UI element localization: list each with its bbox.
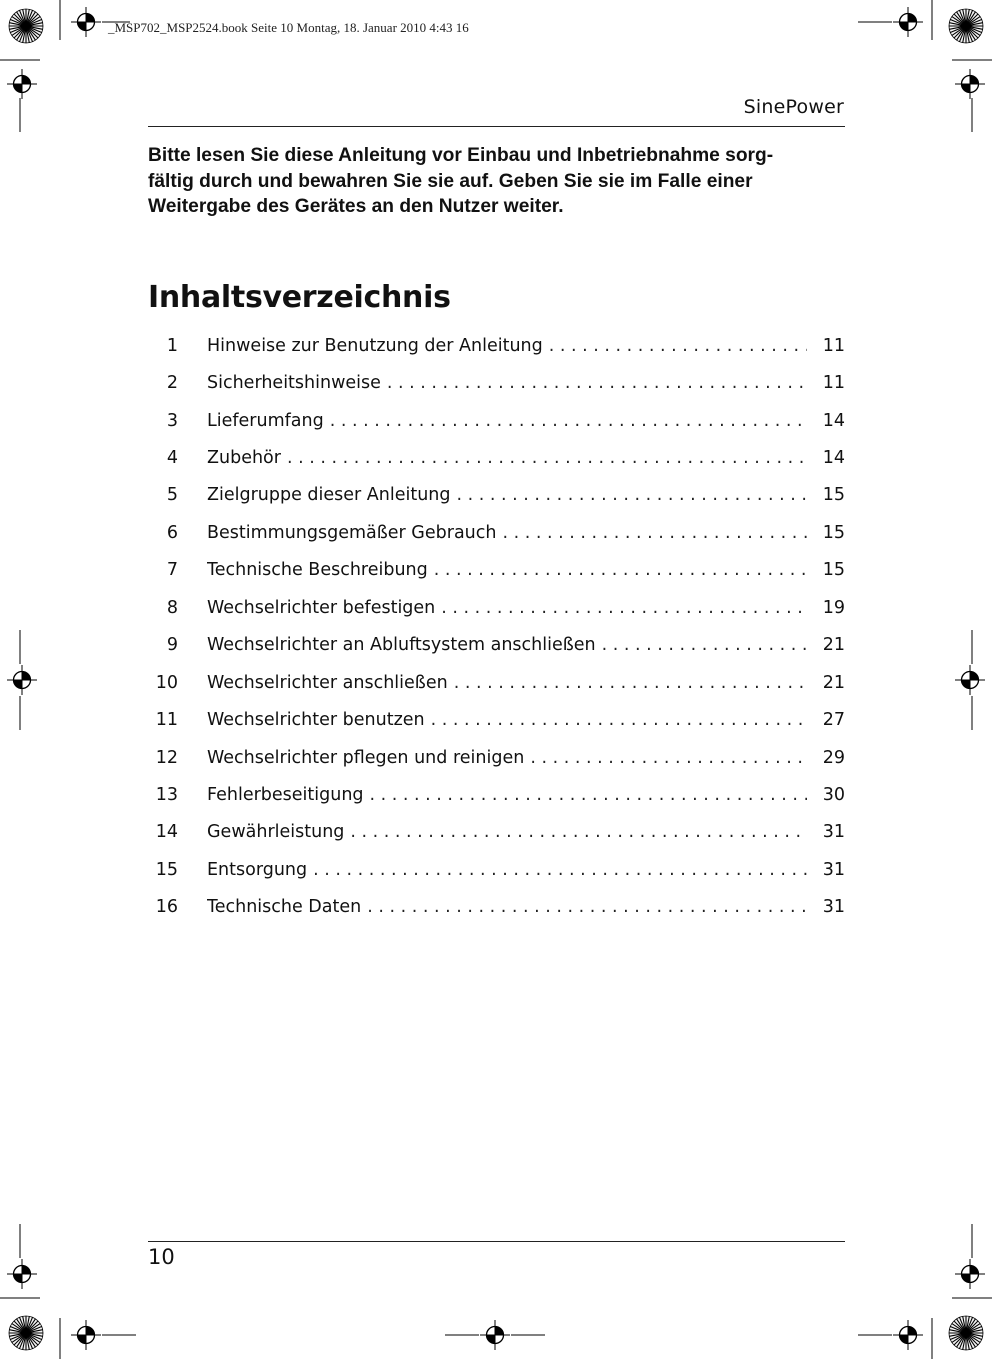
toc-leader-dots: [502, 523, 807, 543]
toc-entry-page: 31: [822, 822, 845, 843]
star-target-icon: [9, 1316, 43, 1350]
toc-entry-page: 31: [822, 897, 845, 918]
toc-entry-page: 29: [822, 747, 845, 768]
toc-entry-number: 10: [155, 672, 178, 693]
toc-entry[interactable]: [148, 701, 845, 738]
toc-entry-number: 8: [166, 597, 178, 618]
toc-entry-label: Technische Daten: [207, 897, 362, 918]
toc-entry-label: Bestimmungsgemäßer Gebrauch: [207, 522, 497, 543]
toc-entry[interactable]: [148, 364, 845, 401]
intro-line: Bitte lesen Sie diese Anleitung vor Einbau und Inbetriebnahme sorg-: [148, 145, 774, 166]
toc-leader-dots: [287, 448, 807, 468]
registration-mark-icon: [893, 1320, 923, 1350]
toc-leader-dots: [457, 485, 807, 505]
toc-entry-page: 15: [822, 522, 845, 543]
registration-mark-icon: [71, 7, 101, 37]
toc-entry-label: Wechselrichter pflegen und reinigen: [207, 747, 525, 768]
toc-entry-number: 5: [166, 485, 178, 506]
toc-entry-number: 12: [155, 747, 178, 768]
intro-line: fältig durch und bewahren Sie sie auf. Geben Sie sie im Falle einer: [148, 170, 753, 192]
toc-entry[interactable]: [148, 664, 845, 701]
toc-entry-number: 13: [155, 784, 178, 805]
toc-leader-dots: [330, 411, 807, 431]
toc-entry-page: 11: [822, 373, 845, 394]
toc-entry-label: Wechselrichter an Abluftsystem anschließen: [207, 635, 596, 656]
toc-entry-page: 14: [822, 410, 845, 431]
registration-mark-icon: [955, 1259, 985, 1289]
toc-entry[interactable]: [148, 814, 845, 851]
toc-entry-number: 14: [155, 822, 178, 843]
toc-entry-number: 16: [155, 897, 178, 918]
toc-entry[interactable]: [148, 439, 845, 476]
toc-entry[interactable]: [148, 552, 845, 589]
registration-mark-icon: [71, 1320, 101, 1350]
toc-entry[interactable]: [148, 776, 845, 813]
toc-entry-number: 4: [166, 448, 178, 469]
toc-leader-dots: [434, 560, 807, 580]
registration-mark-icon: [955, 665, 985, 695]
footer-rule: [148, 1241, 845, 1242]
toc-entry-label: Gewährleistung: [207, 822, 345, 843]
intro-line: Weitergabe des Gerätes an den Nutzer weiter.: [148, 196, 564, 217]
page-number: 10: [148, 1245, 175, 1269]
intro-paragraph: [148, 143, 848, 220]
toc-entry-label: Sicherheitshinweise: [207, 373, 381, 394]
registration-mark-icon: [7, 1259, 37, 1289]
toc-entry-label: Wechselrichter befestigen: [207, 597, 436, 618]
toc-entry[interactable]: [148, 402, 845, 439]
toc-entry-number: 11: [155, 710, 178, 731]
table-of-contents: [148, 327, 845, 926]
running-head: SinePower: [743, 96, 844, 118]
toc-entry-label: Lieferumfang: [207, 410, 324, 431]
registration-mark-icon: [955, 69, 985, 99]
toc-leader-dots: [367, 897, 807, 917]
toc-entry-page: 11: [822, 335, 845, 356]
toc-entry-number: 2: [166, 373, 178, 394]
toc-title: Inhaltsverzeichnis: [148, 280, 451, 315]
toc-leader-dots: [530, 748, 807, 768]
toc-entry-page: 15: [822, 560, 845, 581]
star-target-icon: [949, 9, 983, 43]
toc-entry-number: 1: [166, 335, 178, 356]
toc-leader-dots: [549, 336, 807, 356]
toc-entry-page: 31: [822, 859, 845, 880]
toc-leader-dots: [454, 673, 807, 693]
toc-entry-page: 27: [822, 710, 845, 731]
toc-leader-dots: [370, 785, 807, 805]
toc-entry-page: 19: [822, 597, 845, 618]
toc-entry-number: 9: [166, 635, 178, 656]
header-rule: [148, 126, 845, 127]
toc-entry[interactable]: [148, 627, 845, 664]
toc-entry-label: Wechselrichter anschließen: [207, 672, 448, 693]
toc-entry-label: Zielgruppe dieser Anleitung: [207, 485, 451, 506]
toc-entry[interactable]: [148, 739, 845, 776]
toc-entry-page: 30: [822, 784, 845, 805]
toc-leader-dots: [313, 860, 807, 880]
toc-entry-label: Entsorgung: [207, 859, 308, 880]
star-target-icon: [949, 1316, 983, 1350]
toc-leader-dots: [431, 710, 807, 730]
registration-mark-icon: [480, 1320, 510, 1350]
toc-entry-number: 7: [166, 560, 178, 581]
print-slug: _MSP702_MSP2524.book Seite 10 Montag, 18. Januar 2010 4:43 16: [108, 20, 469, 35]
toc-entry-number: 3: [166, 410, 178, 431]
toc-entry-number: 15: [155, 859, 178, 880]
toc-leader-dots: [387, 373, 807, 393]
toc-entry-number: 6: [166, 522, 178, 543]
toc-leader-dots: [350, 822, 807, 842]
toc-entry-page: 21: [822, 635, 845, 656]
toc-entry-label: Wechselrichter benutzen: [207, 710, 425, 731]
toc-entry[interactable]: [148, 327, 845, 364]
toc-entry[interactable]: [148, 514, 845, 551]
toc-entry-page: 15: [822, 485, 845, 506]
toc-entry-page: 14: [822, 448, 845, 469]
registration-mark-icon: [893, 7, 923, 37]
toc-entry-label: Technische Beschreibung: [207, 560, 428, 581]
toc-entry-label: Zubehör: [207, 448, 281, 469]
toc-entry-label: Hinweise zur Benutzung der Anleitung: [207, 335, 543, 356]
toc-entry-label: Fehlerbeseitigung: [207, 784, 364, 805]
toc-entry[interactable]: [148, 851, 845, 888]
toc-entry-page: 21: [822, 672, 845, 693]
toc-entry[interactable]: [148, 589, 845, 626]
toc-leader-dots: [602, 635, 807, 655]
toc-entry[interactable]: [148, 477, 845, 514]
registration-mark-icon: [7, 69, 37, 99]
toc-entry[interactable]: [148, 889, 845, 926]
toc-leader-dots: [441, 598, 807, 618]
registration-mark-icon: [7, 665, 37, 695]
star-target-icon: [9, 9, 43, 43]
